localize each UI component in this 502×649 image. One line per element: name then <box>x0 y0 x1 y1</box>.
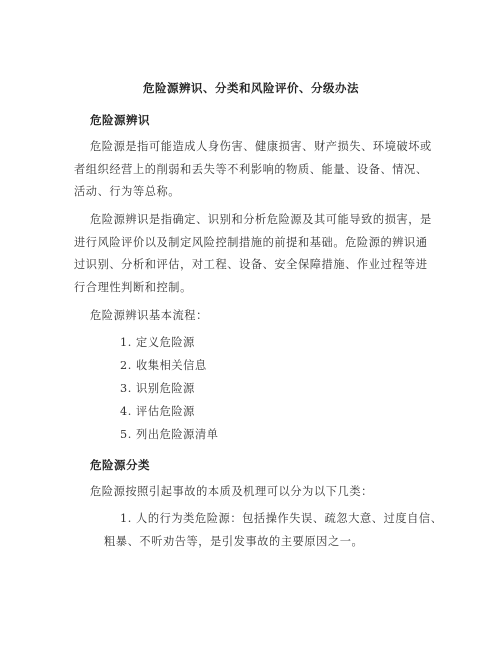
section-heading-classification: 危险源分类 <box>90 458 150 472</box>
paragraph-line: 行合理性判断和控制。 <box>74 281 192 294</box>
paragraph-line: 危险源辨识是指确定、识别和分析危险源及其可能导致的损害，是 <box>90 213 432 226</box>
list-item: 2. 收集相关信息 <box>120 359 207 372</box>
paragraph-line: 活动、行为等总称。 <box>74 185 181 198</box>
list-item: 粗暴、不听劝告等，是引发事故的主要原因之一。 <box>104 535 364 548</box>
list-item: 1. 人的行为类危险源：包括操作失误、疏忽大意、过度自信、 <box>120 512 443 525</box>
section-heading-identification: 危险源辨识 <box>90 113 150 127</box>
paragraph-line: 进行风险评价以及制定风险控制措施的前提和基础。危险源的辨识通 <box>74 236 428 249</box>
paragraph-line: 危险源按照引起事故的本质及机理可以分为以下几类： <box>90 485 373 498</box>
paragraph-line: 者组织经营上的削弱和丢失等不利影响的物质、能量、设备、情况、 <box>74 163 428 176</box>
list-item: 3. 识别危险源 <box>120 382 195 395</box>
document-title: 危险源辨识、分类和风险评价、分级办法 <box>143 81 359 95</box>
paragraph-line: 危险源是指可能造成人身伤害、健康损害、财产损失、环境破坏或 <box>90 140 432 153</box>
list-item: 4. 评估危险源 <box>120 405 195 418</box>
list-item: 5. 列出危险源清单 <box>120 428 219 441</box>
list-item: 1. 定义危险源 <box>120 336 195 349</box>
process-intro: 危险源辨识基本流程： <box>90 309 208 322</box>
paragraph-line: 过识别、分析和评估，对工程、设备、安全保障措施、作业过程等进 <box>74 258 428 271</box>
